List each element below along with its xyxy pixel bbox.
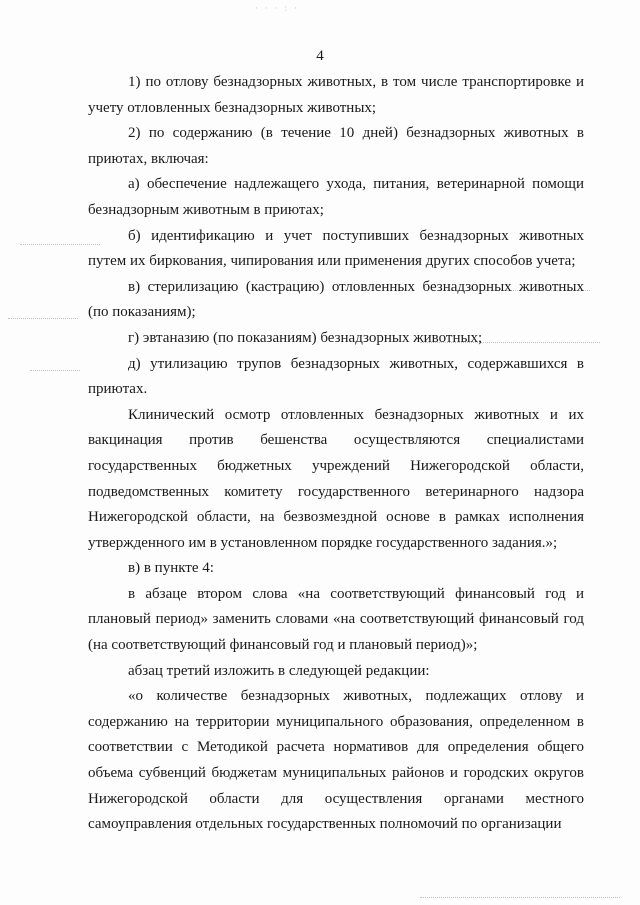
paragraph: 1) по отлову безнадзорных животных, в том числе транспортировке и учету отловленных безнадзорных животных; xyxy=(88,74,584,116)
paragraph: а) обеспечение надлежащего ухода, питания, ветеринарной помощи безнадзорным животным в приютах; xyxy=(88,176,584,218)
paragraph: в) в пункте 4: xyxy=(128,560,214,577)
document-body xyxy=(88,70,584,838)
paragraph: «о количестве безнадзорных животных, подлежащих отлову и содержанию на территории муниципального образования, определенном в соответствии с Методикой расчета нормативов для определения общего объема субвенций бюджетам муниципальных районов и городских округов Нижегородской области для осуществления органами местного самоуправления отдельных государственных полномочий по организации xyxy=(88,688,584,833)
paragraph: б) идентификацию и учет поступивших безнадзорных животных путем их биркования, чипирования или применения других способов учета; xyxy=(88,227,584,270)
paragraph: абзац третий изложить в следующей редакции: xyxy=(128,662,430,679)
paragraph: в) стерилизацию (кастрацию) отловленных безнадзорных животных (по показаниям); xyxy=(88,278,584,321)
scan-artifact xyxy=(8,318,78,320)
paragraph: 2) по содержанию (в течение 10 дней) безнадзорных животных в приютах, включая: xyxy=(88,125,584,167)
paragraph: д) утилизацию трупов безнадзорных животных, содержавшихся в приютах. xyxy=(88,355,584,398)
page-number: 4 xyxy=(316,48,324,64)
paragraph: г) эвтаназию (по показаниям) безнадзорных животных; xyxy=(128,329,483,346)
scan-artifact xyxy=(30,370,80,372)
paragraph: в абзаце втором слова «на соответствующий финансовый год и плановый период» заменить словами «на соответствующий финансовый год (на соответствующий финансовый год и плановый период)»; xyxy=(88,585,584,654)
scan-artifact: · · · : · xyxy=(255,4,299,14)
scan-artifact xyxy=(420,897,620,899)
paragraph: Клинический осмотр отловленных безнадзорных животных и их вакцинация против бешенства осуществляются специалистами государственных бюджетных учреждений Нижегородской области, подведомственных комитету государственного ветеринарного надзора Нижегородской области, на безвозмездной основе в рамках исполнения утвержденного им в установленном порядке государственного задания.»; xyxy=(88,406,584,551)
